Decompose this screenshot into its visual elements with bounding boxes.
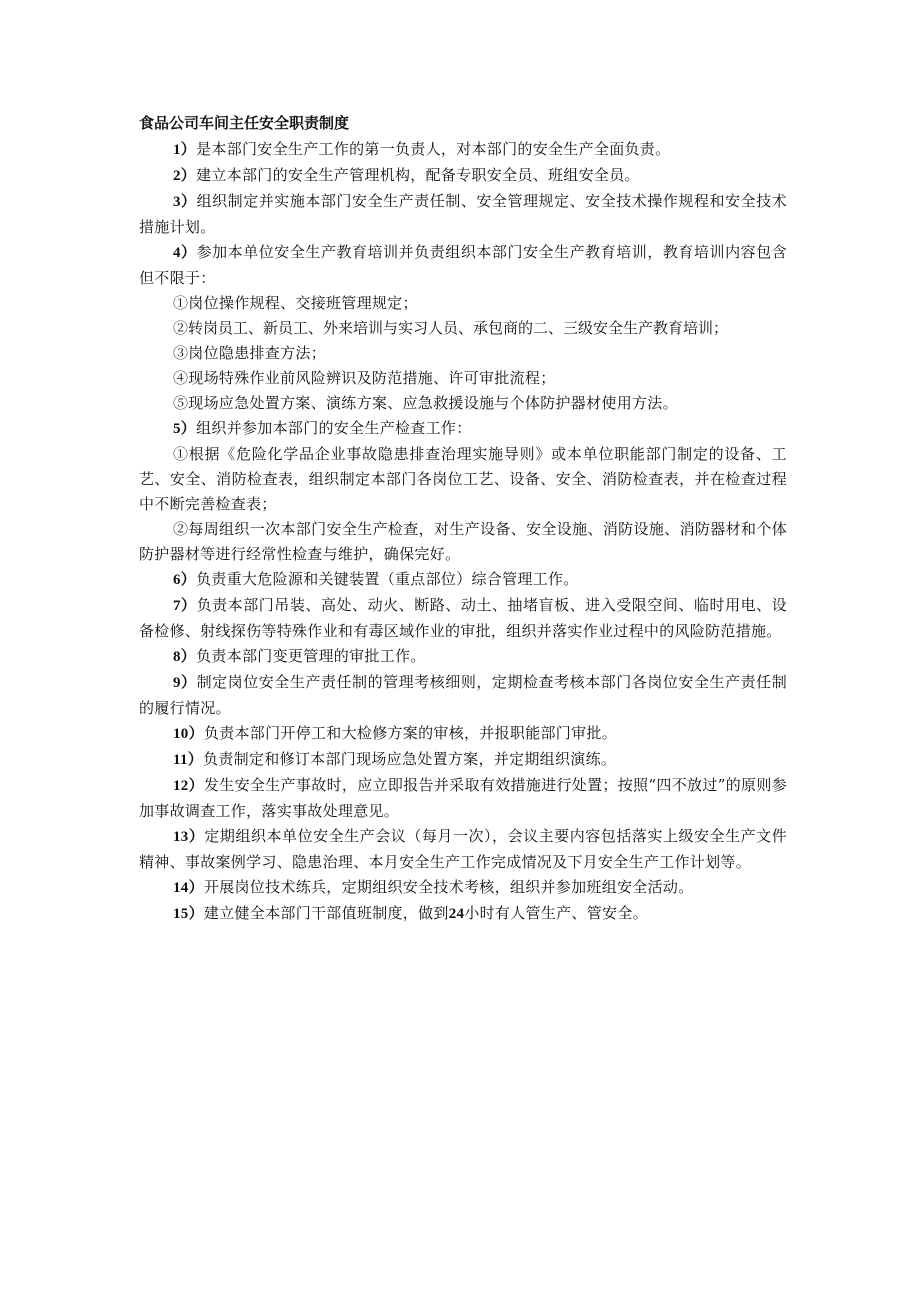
clause-text: 负责重大危险源和关键装置（重点部位）综合管理工作。	[196, 570, 579, 588]
clause-number: 7）	[173, 598, 197, 614]
clause-text: 组织制定并实施本部门安全生产责任制、安全管理规定、安全技术操作规程和安全技术措施计划。	[139, 192, 787, 236]
clause-7	[139, 593, 787, 644]
clause-9	[139, 670, 787, 721]
clause-number: 8）	[173, 649, 197, 665]
clause-3	[139, 189, 787, 240]
clause-11	[139, 747, 787, 773]
clause-2	[139, 163, 787, 189]
clause-4-sub-3	[139, 341, 787, 366]
clause-number: 11）	[173, 752, 204, 768]
clause-text: ②每周组织一次本部门安全生产检查，对生产设备、安全设施、消防设施、消防器材和个体防护器材等进行经常性检查与维护，确保完好。	[139, 520, 787, 563]
clause-4-sub-1	[139, 291, 787, 316]
clause-text: 建立本部门的安全生产管理机构，配备专职安全员、班组安全员。	[196, 166, 640, 184]
clause-number: 14）	[173, 880, 204, 896]
clause-number: 9）	[173, 675, 197, 691]
clause-13	[139, 824, 787, 875]
clause-text: 发生安全生产事故时，应立即报告并采取有效措施进行处置；按照“四不放过”的原则参加事故调查工作，落实事故处理意见。	[139, 776, 787, 820]
clause-text: ①根据《危险化学品企业事故隐患排查治理实施导则》或本单位职能部门制定的设备、工艺、安全、消防检查表，组织制定本部门各岗位工艺、设备、安全、消防检查表，并在检查过程中不断完善检查表；	[139, 445, 787, 513]
clause-12	[139, 773, 787, 824]
clause-text: 负责本部门开停工和大检修方案的审核，并报职能部门审批。	[203, 724, 618, 742]
clause-text: ②转岗员工、新员工、外来培训与实习人员、承包商的二、三级安全生产教育培训；	[173, 319, 729, 337]
clause-number: 13）	[173, 829, 205, 845]
clause-number: 6）	[173, 572, 197, 588]
clause-4	[139, 240, 787, 291]
clause-number: 2）	[173, 168, 197, 184]
clause-text: ④现场特殊作业前风险辨识及防范措施、许可审批流程；	[173, 369, 556, 387]
clause-text: 负责制定和修订本部门现场应急处置方案，并定期组织演练。	[203, 750, 617, 768]
clause-4-sub-2	[139, 316, 787, 341]
clause-number: 4）	[173, 245, 197, 261]
clause-5-sub-1	[139, 442, 787, 517]
clause-5-sub-2	[139, 517, 787, 567]
document-title: 食品公司车间主任安全职责制度	[139, 114, 350, 132]
clause-4-sub-4	[139, 366, 787, 391]
clause-8	[139, 644, 787, 670]
clause-number: 15）	[173, 906, 204, 922]
clause-text: ⑤现场应急处置方案、演练方案、应急救援设施与个体防护器材使用方法。	[173, 394, 678, 412]
clause-10	[139, 721, 787, 747]
clause-14	[139, 875, 787, 901]
clause-text: 小时有人管生产、管安全。	[464, 904, 648, 922]
clause-number: 10）	[173, 726, 204, 742]
clause-text: 负责本部门变更管理的审批工作。	[196, 647, 426, 665]
clause-15	[139, 901, 787, 927]
clause-text: 是本部门安全生产工作的第一负责人，对本部门的安全生产全面负责。	[196, 140, 671, 158]
clause-text: 负责本部门吊装、高处、动火、断路、动土、抽堵盲板、进入受限空间、临时用电、设备检修、射线探伤等特殊作业和有毒区域作业的审批，组织并落实作业过程中的风险防范措施。	[139, 596, 787, 640]
clause-number: 1）	[173, 142, 197, 158]
clause-number: 5）	[173, 421, 197, 437]
clause-text: 组织并参加本部门的安全生产检查工作：	[196, 419, 472, 437]
clause-text: 建立健全本部门干部值班制度，做到	[203, 904, 449, 922]
clause-4-sub-5	[139, 391, 787, 416]
clause-1	[139, 137, 787, 163]
clause-text: 开展岗位技术练兵，定期组织安全技术考核，组织并参加班组安全活动。	[203, 878, 694, 896]
document-page	[139, 112, 787, 927]
clause-bold-number: 24	[448, 906, 465, 922]
clause-number: 12）	[173, 778, 204, 794]
clause-5	[139, 416, 787, 442]
clause-6	[139, 567, 787, 593]
clause-text: ③岗位隐患排查方法；	[173, 344, 327, 362]
clause-text: 定期组织本单位安全生产会议（每月一次），会议主要内容包括落实上级安全生产文件精神、事故案例学习、隐患治理、本月安全生产工作完成情况及下月安全生产工作计划等。	[139, 827, 787, 871]
clause-number: 3）	[173, 194, 197, 210]
clause-text: 制定岗位安全生产责任制的管理考核细则，定期检查考核本部门各岗位安全生产责任制的履行情况。	[139, 673, 787, 717]
clause-text: ①岗位操作规程、交接班管理规定；	[173, 294, 418, 312]
clause-text: 参加本单位安全生产教育培训并负责组织本部门安全生产教育培训，教育培训内容包含但不限于：	[139, 243, 787, 287]
